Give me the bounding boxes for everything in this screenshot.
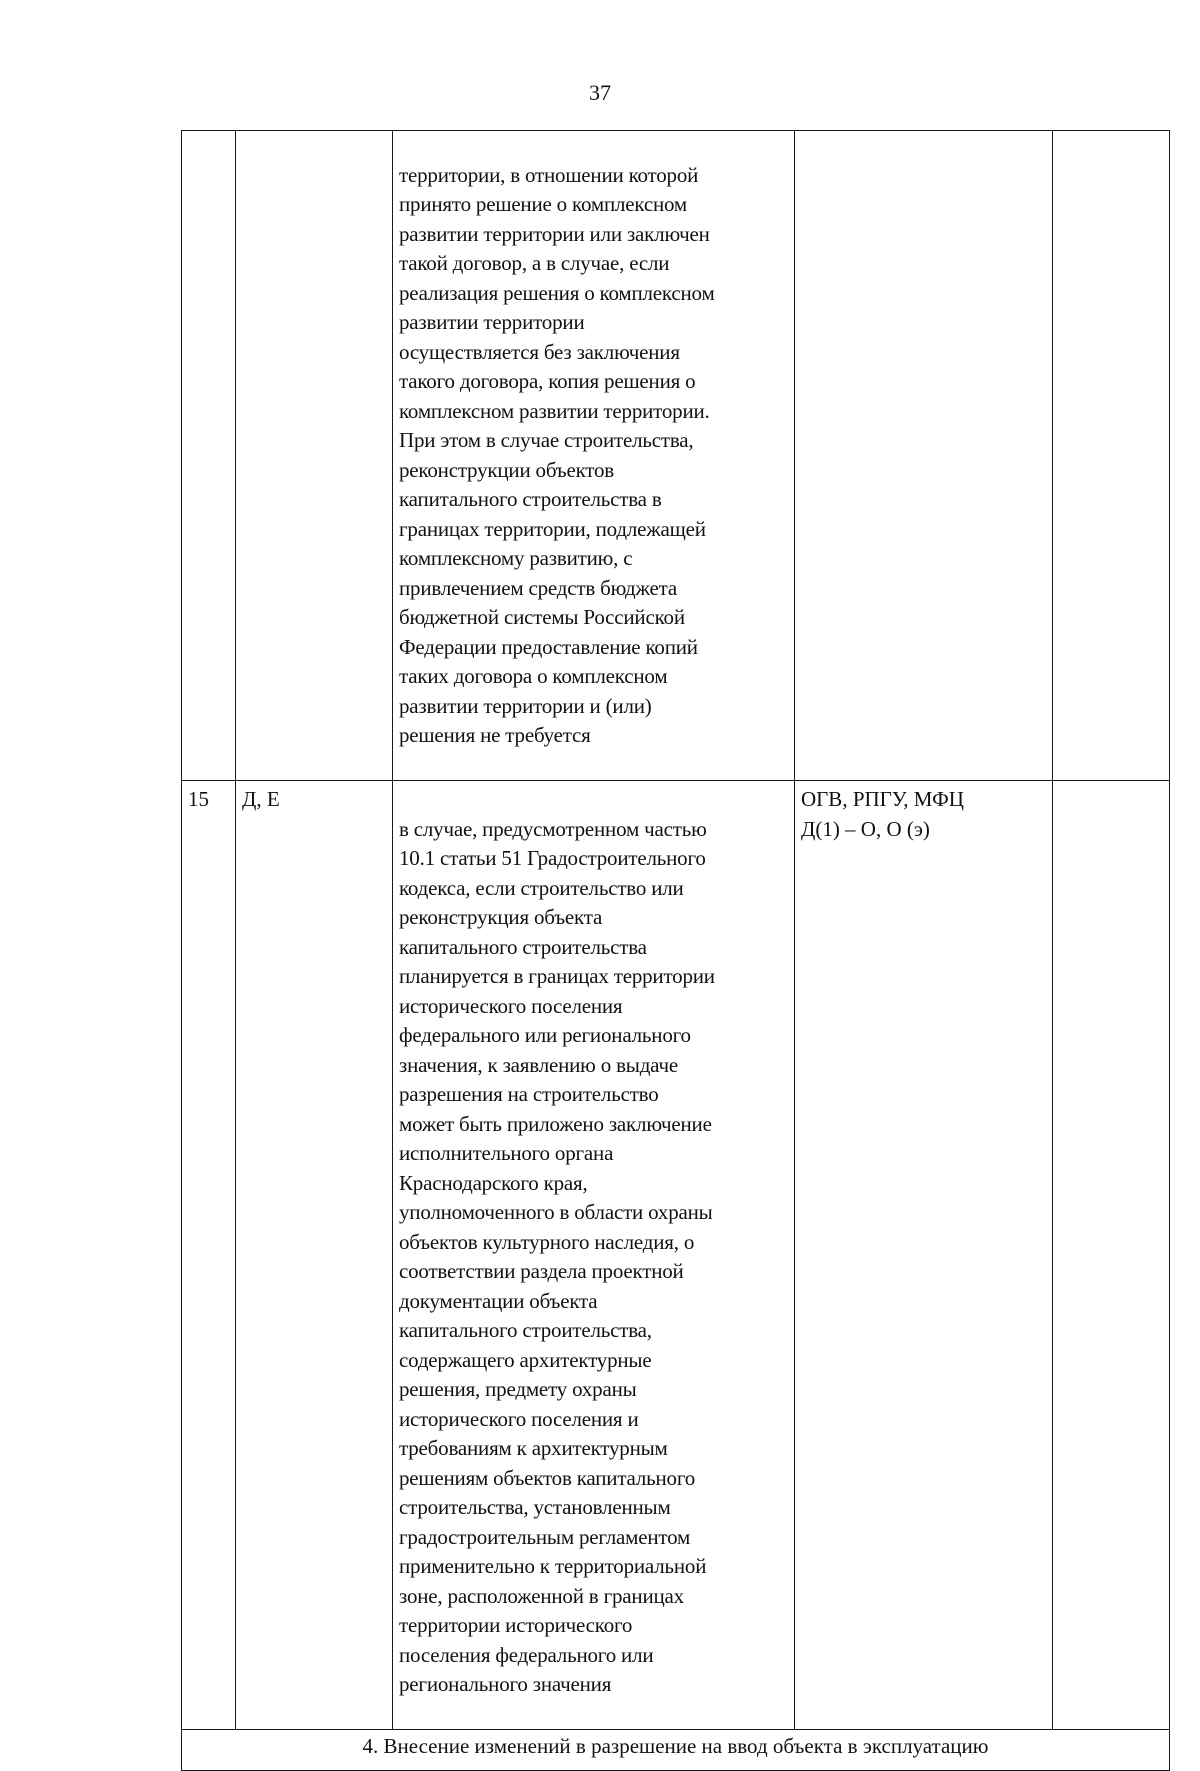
row-number-cell: 15	[182, 781, 236, 1730]
applicant-code-cell: Д, Е	[236, 781, 393, 1730]
section-heading-row	[182, 1730, 1170, 1771]
page-number: 37	[589, 80, 611, 105]
row-number-cell	[182, 131, 236, 781]
document-description-text: территории, в отношении которой принято решение о комплексном развитии территории или заключен такой договор, а в случае, если реализация решения о комплексном развитии территории осуществляется без заключения такого договора, копия решения о комплексном развитии территории. При этом в случае строительства, реконструкции объектов капитального строительства в границах территории, подлежащей комплексному развитию, с привлечением средств бюджета бюджетной системы Российской Федерации предоставление копий таких договора о комплексном развитии территории и (или) решения не требуется	[399, 162, 715, 747]
requirements-table	[181, 130, 1170, 1771]
document-description-cell	[393, 781, 795, 1730]
table-row-continuation	[182, 131, 1170, 781]
extra-cell	[1053, 781, 1170, 1730]
extra-cell	[1053, 131, 1170, 781]
section-heading: 4. Внесение изменений в разрешение на ввод объекта в эксплуатацию	[182, 1730, 1170, 1771]
document-description-cell	[393, 131, 795, 781]
source-cell	[795, 131, 1053, 781]
source-cell: ОГВ, РПГУ, МФЦ Д(1) – О, О (э)	[795, 781, 1053, 1730]
document-description-text: в случае, предусмотренном частью 10.1 статьи 51 Градостроительного кодекса, если строительство или реконструкция объекта капитального строительства планируется в границах территории исторического поселения федерального или регионального значения, к заявлению о выдаче разрешения на строительство может быть приложено заключение исполнительного органа Краснодарского края, уполномоченного в области охраны объектов культурного наследия, о соответствии раздела проектной документации объекта капитального строительства, содержащего архитектурные решения, предмету охраны исторического поселения и требованиям к архитектурным решениям объектов капитального строительства, установленным градостроительным регламентом применительно к территориальной зоне, расположенной в границах территории исторического поселения федерального или регионального значения	[399, 816, 715, 1696]
applicant-code-cell	[236, 131, 393, 781]
table-row-15	[182, 781, 1170, 1730]
